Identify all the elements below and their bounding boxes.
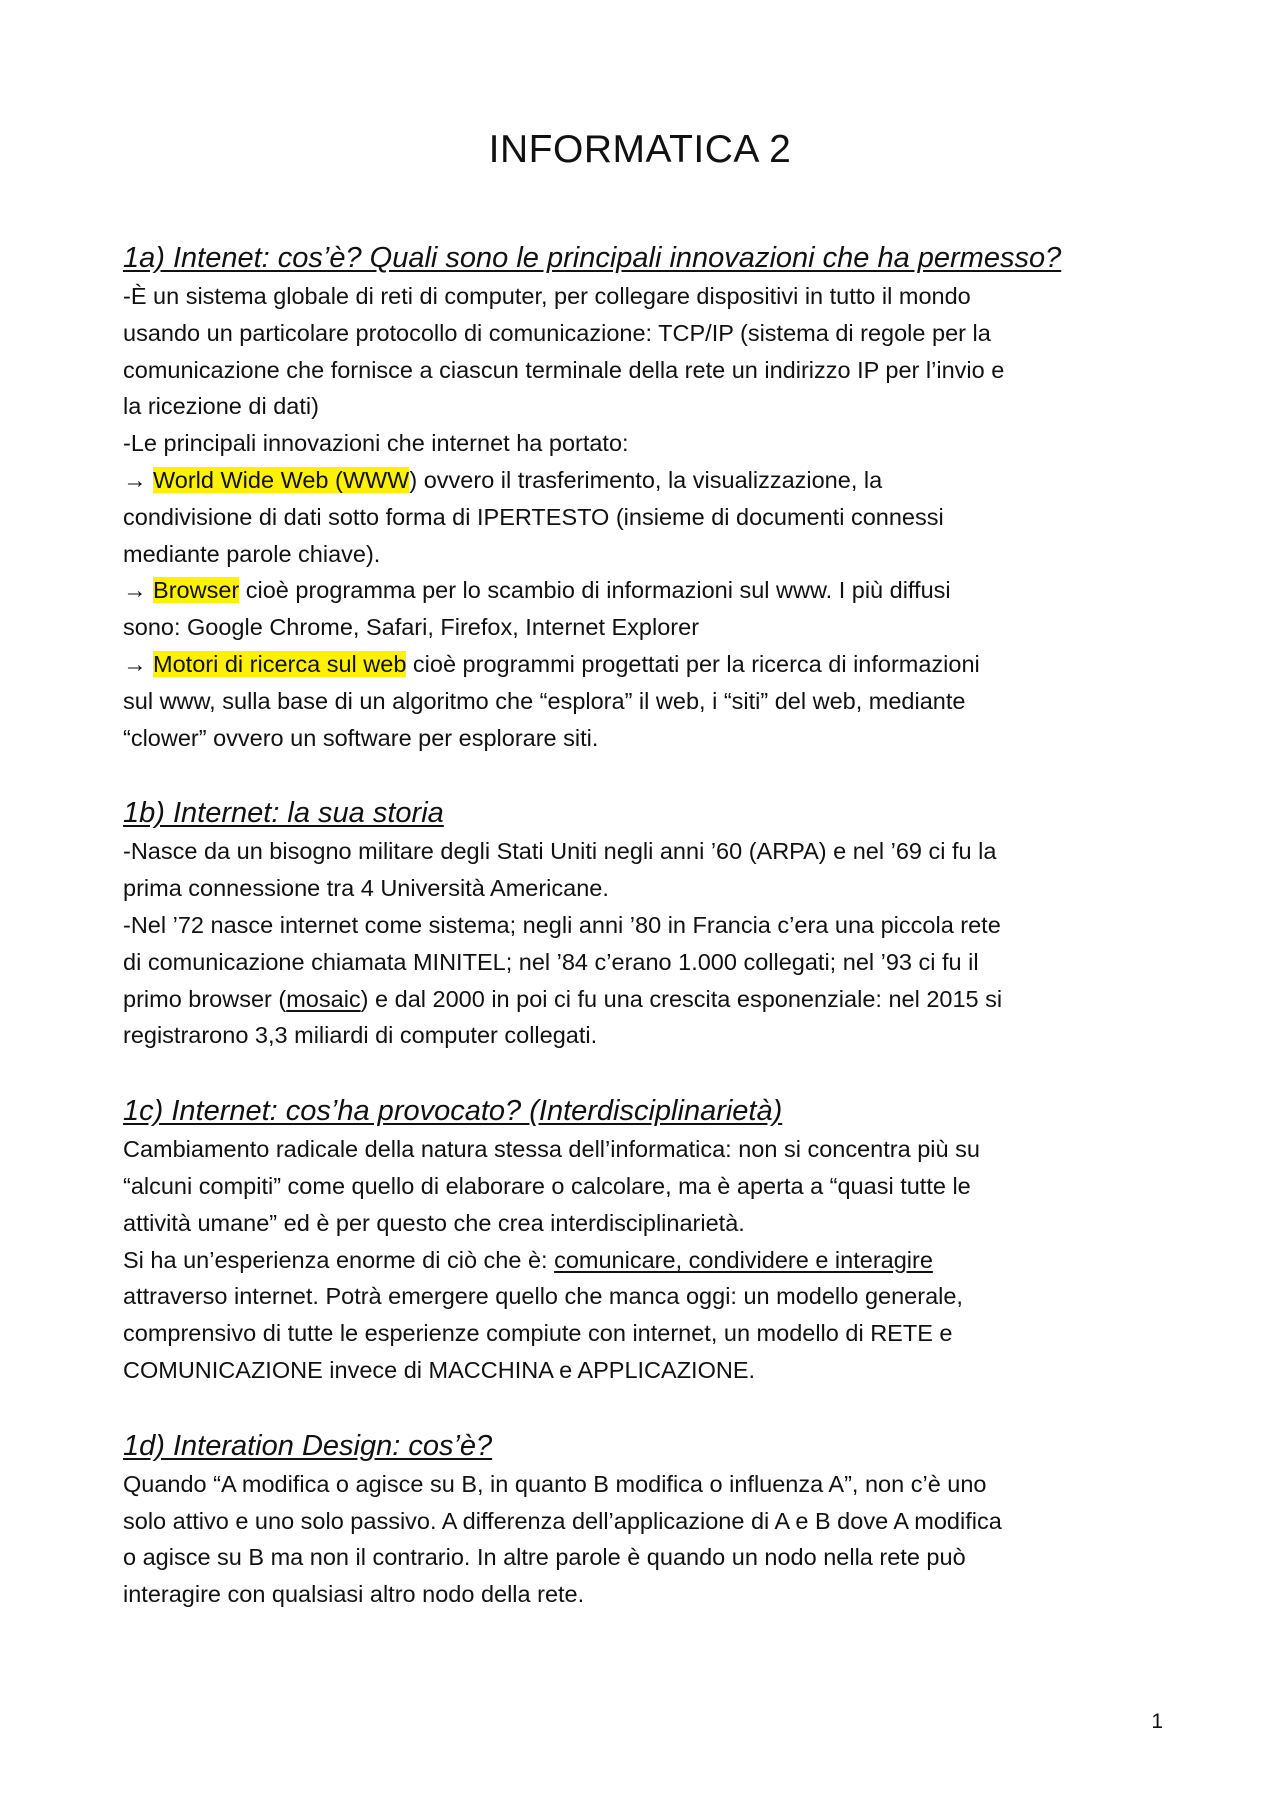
text-line: usando un particolare protocollo di comunicazione: TCP/IP (sistema di regole per la	[123, 319, 991, 346]
section-3	[123, 1091, 1173, 1389]
text-run: →	[123, 577, 154, 604]
text-line: mediante parole chiave).	[123, 540, 381, 567]
section-heading: 1d) Interation Design: cos’è?	[123, 1429, 493, 1462]
text-line: -Le principali innovazioni che internet ha portato:	[123, 430, 629, 457]
document-title: INFORMATICA 2	[488, 128, 792, 171]
text-line: di comunicazione chiamata MINITEL; nel ’84 c’erano 1.000 collegati; nel ’93 ci fu il	[123, 948, 979, 975]
text-line: Cambiamento radicale della natura stessa dell’informatica: non si concentra più su	[123, 1136, 980, 1163]
text-line: interagire con qualsiasi altro nodo della rete.	[123, 1581, 585, 1608]
text-line: Quando “A modifica o agisce su B, in quanto B modifica o influenza A”, non c’è uno	[123, 1470, 987, 1497]
text-line: -Nasce da un bisogno militare degli Stati Uniti negli anni ’60 (ARPA) e nel ’69 ci fu la	[123, 838, 997, 865]
text-line: attraverso internet. Potrà emergere quello che manca oggi: un modello generale,	[123, 1283, 963, 1310]
text-line: registrarono 3,3 miliardi di computer collegati.	[123, 1022, 598, 1049]
text-run: cioè programmi progettati per la ricerca di informazioni	[406, 650, 980, 677]
text-line: condivisione di dati sotto forma di IPERTESTO (insieme di documenti connessi	[123, 503, 944, 530]
highlighted-term: Motori di ricerca sul web	[153, 650, 407, 677]
highlighted-term: World Wide Web (WWW	[153, 466, 410, 493]
text-line: attività umane” ed è per questo che crea interdisciplinarietà.	[123, 1209, 745, 1236]
text-line: comunicazione che fornisce a ciascun terminale della rete un indirizzo IP per l’invio e	[123, 356, 1005, 383]
text-run: ) ovvero il trasferimento, la visualizzazione, la	[409, 466, 883, 493]
text-line	[123, 981, 1173, 1018]
text-line: sono: Google Chrome, Safari, Firefox, Internet Explorer	[123, 614, 700, 641]
text-line: la ricezione di dati)	[123, 393, 319, 420]
section-heading: 1c) Internet: cos’ha provocato? (Interdisciplinarietà)	[123, 1095, 783, 1128]
text-run: →	[123, 650, 154, 677]
text-line	[123, 462, 1173, 499]
text-line: prima connessione tra 4 Università Americane.	[123, 875, 609, 902]
section-2	[123, 793, 1173, 1054]
text-run: ) e dal 2000 in poi ci fu una crescita esponenziale: nel 2015 si	[360, 985, 1003, 1012]
text-line: comprensivo di tutte le esperienze compiute con internet, un modello di RETE e	[123, 1320, 953, 1347]
text-line: solo attivo e uno solo passivo. A differenza dell’applicazione di A e B dove A modifica	[123, 1507, 1002, 1534]
text-line	[123, 572, 1173, 609]
document-body	[123, 238, 1173, 1650]
text-run: primo browser (	[123, 985, 287, 1012]
section-1	[123, 238, 1173, 756]
text-line	[123, 1242, 1173, 1279]
page-number: 1	[1151, 1710, 1163, 1733]
text-run: cioè programma per lo scambio di informazioni sul www. I più diffusi	[239, 577, 951, 604]
text-line	[123, 646, 1173, 683]
text-line: -È un sistema globale di reti di computer, per collegare dispositivi in tutto il mondo	[123, 283, 971, 309]
text-line: COMUNICAZIONE invece di MACCHINA e APPLICAZIONE.	[123, 1356, 756, 1383]
section-4	[123, 1426, 1173, 1613]
section-heading: 1b) Internet: la sua storia	[123, 797, 444, 830]
underlined-term: mosaic	[286, 985, 361, 1012]
text-run: →	[123, 466, 154, 493]
text-run: Si ha un’esperienza enorme di ciò che è:	[123, 1246, 555, 1273]
text-line: “alcuni compiti” come quello di elaborare o calcolare, ma è aperta a “quasi tutte le	[123, 1172, 971, 1199]
text-line: “clower” ovvero un software per esplorare siti.	[123, 724, 599, 751]
text-line: sul www, sulla base di un algoritmo che “esplora” il web, i “siti” del web, mediante	[123, 687, 966, 714]
text-line: -Nel ’72 nasce internet come sistema; negli anni ’80 in Francia c’era una piccola rete	[123, 911, 1001, 938]
highlighted-term: Browser	[153, 577, 240, 604]
underlined-term: comunicare, condividere e interagire	[554, 1246, 933, 1273]
text-line: o agisce su B ma non il contrario. In altre parole è quando un nodo nella rete può	[123, 1544, 966, 1571]
section-heading: 1a) Intenet: cos’è? Quali sono le principali innovazioni che ha permesso?	[123, 242, 1062, 274]
